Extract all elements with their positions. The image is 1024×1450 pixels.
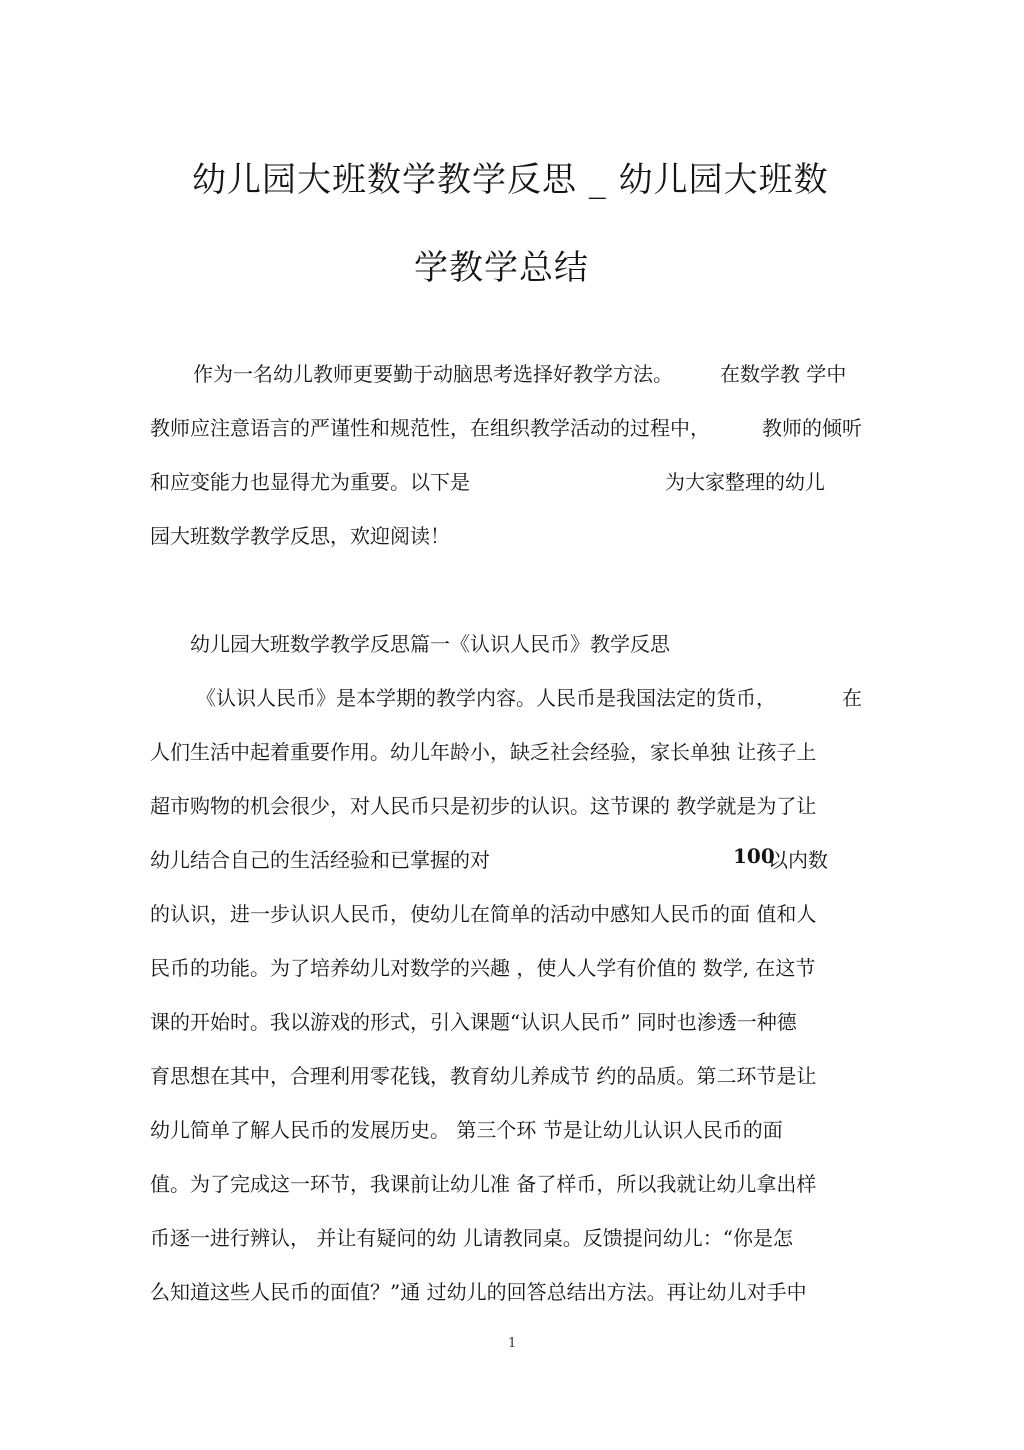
page-number: 1 [508, 1336, 517, 1351]
intro-line-2-text-b: 教师的倾听 [762, 416, 862, 440]
body-line-1-text-a: 《认识人民币》是本学期的教学内容。人民币是我国法定的货币， [196, 686, 776, 710]
title-line-1: 幼儿园大班数学教学反思 _ 幼儿园大班数 [192, 160, 829, 200]
body-line-1-text-b: 在 [842, 686, 862, 710]
body-line-5: 的认识，进一步认识人民币，使幼儿在简单的活动中感知人民币的面 值和人 [150, 902, 817, 926]
intro-line-3-text-a: 和应变能力也显得尤为重要。以下是 [150, 470, 470, 494]
body-line-11: 币逐一进行辨认， 并让有疑问的幼 儿请教同桌。反馈提问幼儿：“你是怎 [150, 1226, 793, 1250]
body-line-10: 值。为了完成这一环节，我课前让幼儿准 备了样币，所以我就让幼儿拿出样 [150, 1172, 817, 1196]
body-line-7: 课的开始时。我以游戏的形式，引入课题“认识人民币” 同时也渗透一种德 [150, 1010, 797, 1034]
body-line-6: 民币的功能。为了培养幼儿对数学的兴趣 ，使人人学有价值的 数学, 在这节 [150, 956, 816, 980]
body-line-8: 育思想在其中，合理利用零花钱，教育幼儿养成节 约的品质。第二环节是让 [150, 1064, 817, 1088]
body-line-4-text-b: 以内数 [768, 848, 828, 872]
body-line-3: 超市购物的机会很少，对人民币只是初步的认识。这节课的 教学就是为了让 [150, 794, 817, 818]
body-line-4-text-a: 幼儿结合自己的生活经验和已掌握的对 [150, 848, 490, 872]
body-line-12: 么知道这些人民币的面值？”通 过幼儿的回答总结出方法。再让幼儿对手中 [150, 1280, 807, 1304]
intro-line-3-text-b: 为大家整理的幼儿 [665, 470, 825, 494]
intro-line-4: 园大班数学教学反思，欢迎阅读！ [150, 524, 450, 548]
intro-line-2-text-a: 教师应注意语言的严谨性和规范性，在组织教学活动的过程中， [150, 416, 710, 440]
intro-line-1-text-a: 作为一名幼儿教师更要勤于动脑思考选择好教学方法。 [193, 362, 673, 386]
section-heading: 幼儿园大班数学教学反思篇一《认识人民币》教学反思 [190, 632, 670, 656]
title-line-2: 学教学总结 [414, 248, 589, 288]
body-line-2: 人们生活中起着重要作用。幼儿年龄小，缺乏社会经验，家长单独 让孩子上 [150, 740, 817, 764]
body-line-9: 幼儿简单了解人民币的发展历史。 第三个环 节是让幼儿认识人民币的面 [150, 1118, 783, 1142]
intro-line-1-text-b: 在数学教 学中 [720, 362, 847, 386]
body-line-4-number: 100 [733, 844, 775, 868]
